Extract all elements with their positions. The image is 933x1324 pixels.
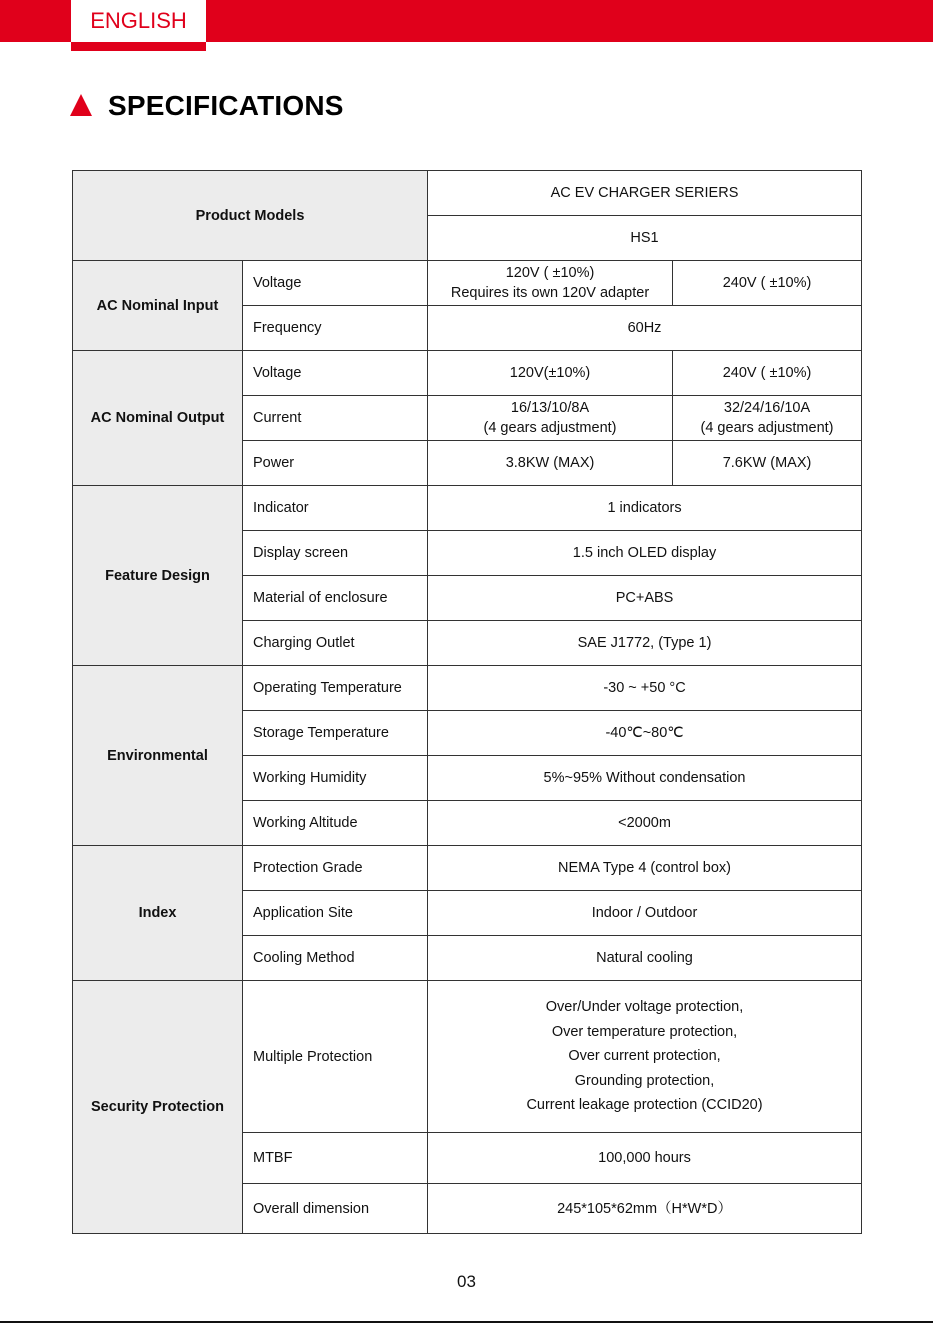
value-line: 32/24/16/10A (723, 400, 811, 416)
language-label: ENGLISH (90, 8, 187, 33)
group-ac-nominal-output: AC Nominal Output (73, 351, 243, 486)
value-line: Over/Under voltage protection, (545, 999, 744, 1016)
value-cell: 245*105*62mm（H*W*D） (428, 1184, 862, 1234)
table-row (73, 486, 862, 531)
value-cell (428, 396, 673, 441)
param-label: Storage Temperature (243, 711, 428, 756)
value-line: 16/13/10/8A (510, 400, 590, 416)
group-security-protection: Security Protection (73, 981, 243, 1234)
language-tab[interactable] (71, 0, 206, 51)
param-label: Overall dimension (243, 1184, 428, 1234)
param-label: Current (243, 396, 428, 441)
param-label: Operating Temperature (243, 666, 428, 711)
group-environmental: Environmental (73, 666, 243, 846)
value-cell: NEMA Type 4 (control box) (428, 846, 862, 891)
triangle-icon (70, 94, 92, 116)
param-label: Voltage (243, 351, 428, 396)
value-cell (673, 396, 862, 441)
value-cell: 1.5 inch OLED display (428, 531, 862, 576)
value-cell: Indoor / Outdoor (428, 891, 862, 936)
bottom-divider (0, 1321, 933, 1323)
group-feature-design: Feature Design (73, 486, 243, 666)
model-name: HS1 (428, 216, 862, 261)
value-line: Over current protection, (568, 1048, 721, 1065)
param-label: MTBF (243, 1133, 428, 1184)
value-cell: 1 indicators (428, 486, 862, 531)
value-cell: -30 ~ +50 °C (428, 666, 862, 711)
language-tab-underline (71, 42, 206, 51)
param-label: Power (243, 441, 428, 486)
value-cell: 3.8KW (MAX) (428, 441, 673, 486)
table-row (73, 846, 862, 891)
value-cell: SAE J1772, (Type 1) (428, 621, 862, 666)
series-name: AC EV CHARGER SERIERS (428, 171, 862, 216)
page-number: 03 (457, 1272, 476, 1291)
param-label: Voltage (243, 261, 428, 306)
param-label: Application Site (243, 891, 428, 936)
value-cell: <2000m (428, 801, 862, 846)
value-cell: 240V ( ±10%) (673, 261, 862, 306)
value-cell: -40℃~80℃ (428, 711, 862, 756)
param-label: Protection Grade (243, 846, 428, 891)
group-ac-nominal-input: AC Nominal Input (73, 261, 243, 351)
table-row (73, 261, 862, 306)
value-line: Requires its own 120V adapter (450, 285, 650, 301)
value-cell: Natural cooling (428, 936, 862, 981)
param-label: Display screen (243, 531, 428, 576)
table-row (73, 666, 862, 711)
value-cell (428, 981, 862, 1133)
table-row (73, 171, 862, 216)
param-label: Working Humidity (243, 756, 428, 801)
value-cell: 120V(±10%) (428, 351, 673, 396)
section-heading (70, 88, 344, 124)
param-label: Material of enclosure (243, 576, 428, 621)
value-cell: 5%~95% Without condensation (428, 756, 862, 801)
table-row (73, 351, 862, 396)
param-label: Multiple Protection (243, 981, 428, 1133)
value-cell: 240V ( ±10%) (673, 351, 862, 396)
section-title: SPECIFICATIONS (108, 90, 344, 121)
value-cell: 100,000 hours (428, 1133, 862, 1184)
value-line: Current leakage protection (CCID20) (526, 1097, 763, 1114)
value-line: Grounding protection, (574, 1072, 715, 1089)
specifications-table (72, 170, 862, 1234)
param-label: Charging Outlet (243, 621, 428, 666)
param-label: Frequency (243, 306, 428, 351)
value-line: (4 gears adjustment) (700, 420, 834, 436)
value-line: 120V ( ±10%) (505, 265, 595, 281)
param-label: Working Altitude (243, 801, 428, 846)
value-cell: 7.6KW (MAX) (673, 441, 862, 486)
value-cell (428, 261, 673, 306)
param-label: Indicator (243, 486, 428, 531)
value-cell: 60Hz (428, 306, 862, 351)
table-row (73, 981, 862, 1133)
value-line: (4 gears adjustment) (483, 420, 617, 436)
group-index: Index (73, 846, 243, 981)
param-label: Cooling Method (243, 936, 428, 981)
product-models-label: Product Models (73, 171, 428, 261)
value-line: Over temperature protection, (551, 1023, 738, 1040)
value-cell: PC+ABS (428, 576, 862, 621)
